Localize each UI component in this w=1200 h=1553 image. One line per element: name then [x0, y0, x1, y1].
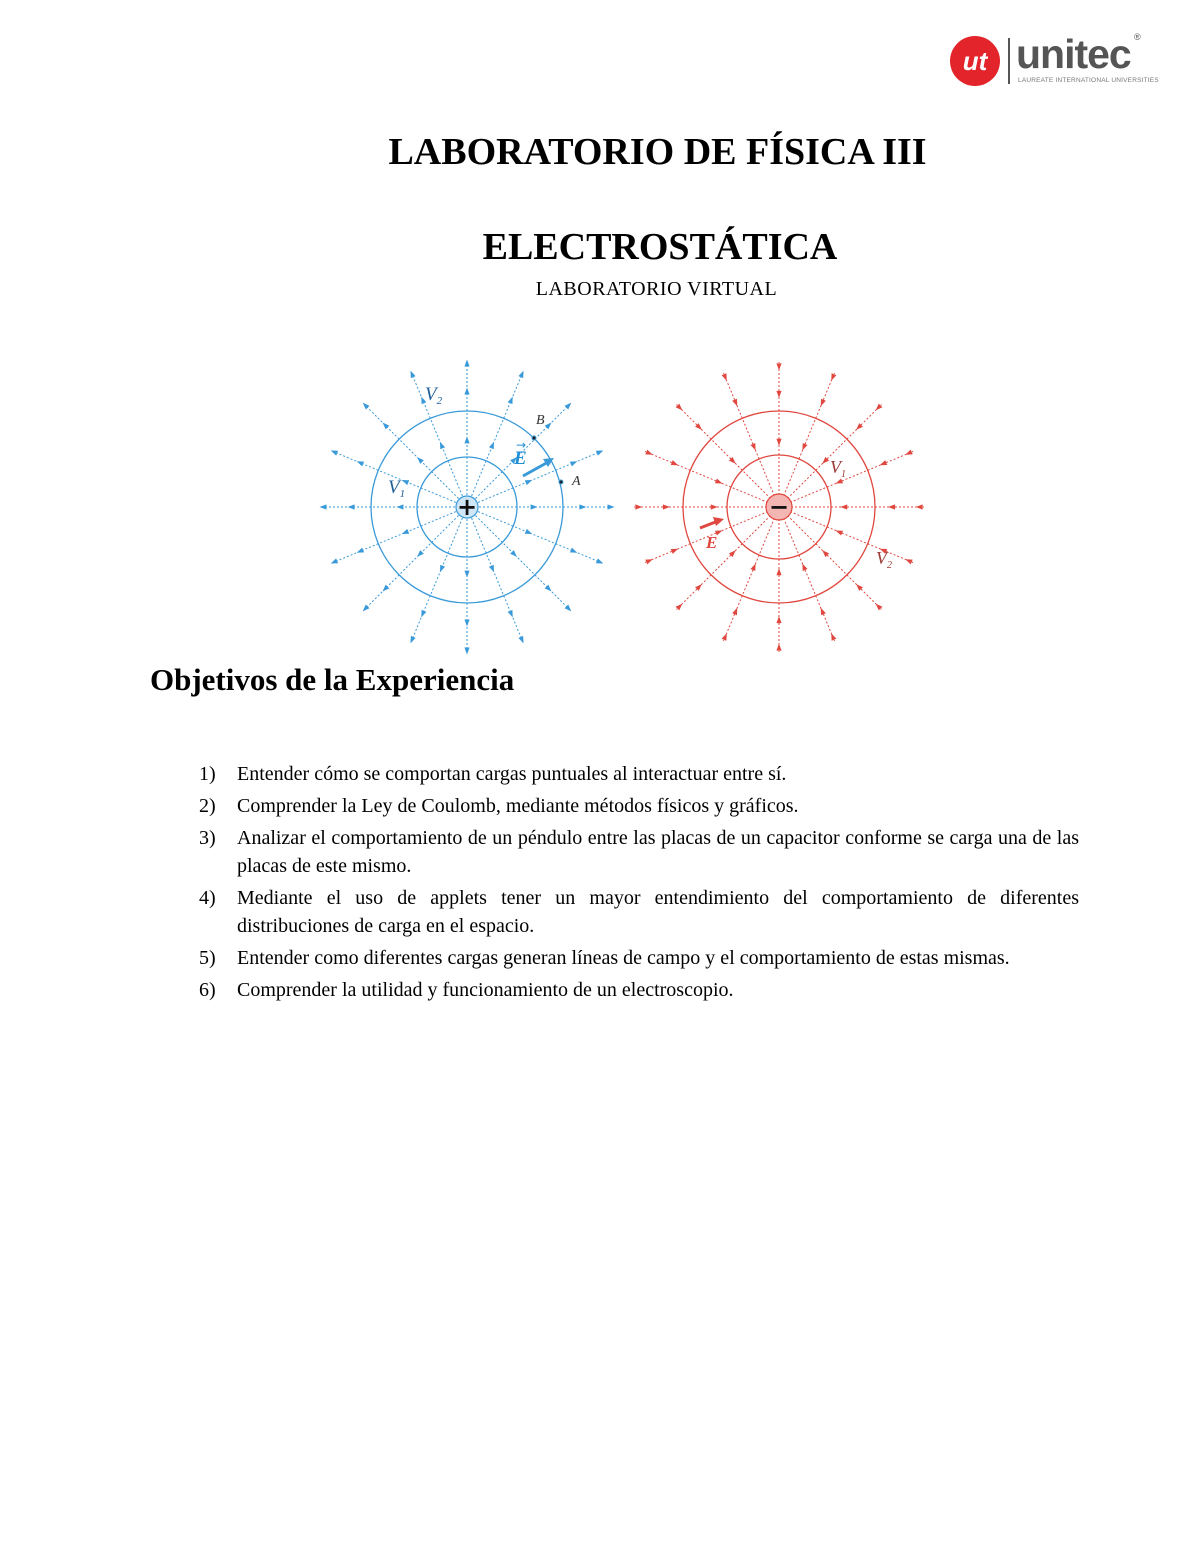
positive-charge-symbol: + — [456, 493, 478, 521]
positive-field-arrow — [464, 648, 469, 655]
logo-tagline: LAUREATE INTERNATIONAL UNIVERSITIES — [1018, 77, 1159, 84]
positive-field-arrow — [525, 480, 532, 485]
negative-field-arrow — [831, 633, 836, 640]
positive-label-b: B — [536, 413, 545, 428]
negative-field-line — [787, 404, 881, 498]
positive-label-e: E — [514, 448, 527, 469]
positive-field-arrow — [464, 571, 469, 578]
objective-item: 4) Mediante el uso de applets tener un mayor entendimiento del comportamiento de diferentes distribuciones de carga en el espacio. — [199, 887, 1079, 937]
positive-field-arrow — [518, 636, 523, 643]
positive-field-arrow — [596, 451, 603, 456]
negative-field-line — [784, 518, 835, 641]
negative-field-arrow — [905, 450, 912, 455]
positive-field-arrow — [411, 371, 416, 378]
negative-field-arrow — [888, 504, 895, 509]
objectives-heading: Objetivos de la Experiencia — [150, 662, 515, 697]
negative-field-arrow — [750, 443, 755, 450]
page-title: LABORATORIO DE FÍSICA III — [388, 131, 927, 173]
negative-field-line — [790, 512, 913, 563]
positive-field-line — [472, 518, 524, 644]
negative-field-arrow — [722, 633, 727, 640]
negative-field-arrow — [776, 363, 781, 370]
positive-label-e-arrow: → — [516, 438, 527, 452]
objective-item: 6) Comprender la utilidad y funcionamiento de un electroscopio. — [199, 979, 734, 1001]
negative-charge-symbol: − — [768, 493, 790, 521]
negative-field-arrow — [711, 504, 718, 509]
negative-label-e: E — [706, 533, 718, 552]
negative-label-v2: $V_2$ — [876, 548, 892, 571]
positive-field-arrow — [545, 585, 552, 592]
negative-charge-diagram — [634, 362, 924, 652]
negative-field-arrow — [732, 399, 737, 406]
logo-wordmark: unitec — [1016, 31, 1131, 77]
negative-field-arrow — [840, 504, 847, 509]
negative-field-line — [724, 518, 775, 641]
page-subsubtitle: LABORATORIO VIRTUAL — [535, 278, 778, 300]
positive-field-arrow — [464, 436, 469, 443]
negative-field-arrow — [880, 460, 887, 465]
negative-field-arrow — [715, 478, 722, 483]
negative-field-arrow — [821, 608, 826, 615]
objectives-list — [199, 760, 1079, 1004]
positive-field-arrow — [417, 457, 424, 464]
positive-charge-diagram — [319, 359, 615, 655]
positive-field-arrow — [417, 550, 424, 557]
negative-field-line — [724, 373, 775, 496]
negative-field-arrow — [802, 443, 807, 450]
positive-field-arrow — [510, 550, 517, 557]
positive-field-line — [478, 450, 604, 502]
objective-item: 1) Entender cómo se comportan cargas puntuales al interactuar entre sí. — [199, 763, 787, 785]
positive-field-arrow — [440, 565, 445, 572]
positive-label-v1: $V_1$ — [388, 477, 406, 500]
positive-field-arrow — [464, 359, 469, 366]
logo-divider — [1008, 38, 1010, 84]
positive-field-arrow — [508, 397, 513, 404]
electric-field-figure — [310, 350, 935, 655]
positive-field-arrow — [608, 504, 615, 509]
negative-field-arrow — [776, 391, 781, 398]
positive-field-arrow — [411, 636, 416, 643]
negative-field-arrow — [916, 504, 923, 509]
positive-field-arrow — [565, 605, 572, 612]
positive-field-arrow — [357, 461, 364, 466]
positive-field-arrow — [518, 371, 523, 378]
positive-field-arrow — [383, 423, 390, 430]
negative-field-arrow — [750, 564, 755, 571]
negative-field-arrow — [776, 644, 781, 651]
positive-field-line — [472, 370, 527, 496]
negative-field-arrow — [821, 399, 826, 406]
positive-field-arrow — [596, 558, 603, 563]
negative-field-arrow — [831, 373, 836, 380]
negative-field-arrow — [671, 460, 678, 465]
negative-field-arrow — [776, 616, 781, 623]
positive-field-line — [410, 518, 462, 644]
objective-item: 2) Comprender la Ley de Coulomb, mediante métodos físicos y gráficos. — [199, 795, 799, 817]
positive-field-arrow — [357, 548, 364, 553]
negative-field-line — [676, 404, 770, 498]
positive-field-arrow — [331, 558, 338, 563]
positive-field-arrow — [531, 504, 538, 509]
positive-field-arrow — [319, 504, 326, 509]
negative-field-line — [645, 452, 768, 503]
positive-field-arrow — [525, 529, 532, 534]
negative-field-line — [787, 515, 881, 609]
positive-field-arrow — [565, 403, 572, 410]
negative-field-line — [676, 515, 770, 609]
positive-field-line — [478, 512, 604, 564]
page-subtitle: ELECTROSTÁTICA — [482, 226, 838, 268]
negative-field-arrow — [635, 504, 642, 509]
unitec-logo — [950, 30, 1159, 90]
negative-label-v1: $V_1$ — [830, 457, 846, 480]
negative-field-arrow — [776, 439, 781, 446]
negative-field-arrow — [732, 608, 737, 615]
positive-point-a — [559, 480, 563, 484]
positive-point-b — [532, 436, 536, 440]
positive-field-arrow — [570, 461, 577, 466]
positive-field-line — [330, 512, 456, 564]
negative-field-line — [790, 452, 913, 503]
negative-field-arrow — [645, 559, 652, 564]
negative-field-arrow — [663, 504, 670, 509]
positive-field-arrow — [489, 565, 494, 572]
positive-field-arrow — [331, 451, 338, 456]
positive-field-arrow — [570, 548, 577, 553]
negative-field-arrow — [671, 549, 678, 554]
positive-field-arrow — [402, 480, 409, 485]
positive-field-arrow — [396, 504, 403, 509]
positive-field-arrow — [363, 403, 370, 410]
negative-field-arrow — [722, 373, 727, 380]
positive-label-a: A — [572, 474, 581, 489]
logo-registered: ® — [1134, 32, 1141, 42]
negative-field-line — [784, 373, 835, 496]
positive-field-arrow — [440, 442, 445, 449]
positive-field-arrow — [383, 585, 390, 592]
negative-field-arrow — [645, 450, 652, 455]
positive-field-arrow — [402, 529, 409, 534]
negative-field-arrowhead — [713, 517, 724, 526]
positive-field-arrow — [579, 504, 586, 509]
positive-field-arrow — [489, 442, 494, 449]
positive-field-arrow — [348, 504, 355, 509]
positive-label-v2: $V_2$ — [425, 384, 443, 407]
positive-field-arrow — [421, 610, 426, 617]
negative-field-arrow — [836, 530, 843, 535]
negative-field-arrow — [802, 564, 807, 571]
positive-field-arrow — [545, 423, 552, 430]
logo-mark: ut — [962, 46, 988, 76]
positive-field-arrow — [508, 610, 513, 617]
positive-field-arrow — [464, 388, 469, 395]
positive-field-arrow — [464, 619, 469, 626]
positive-field-arrow — [363, 605, 370, 612]
objective-item: 5) Entender como diferentes cargas generan líneas de campo y el comportamiento de estas mismas. — [199, 947, 1010, 969]
negative-field-arrow — [905, 559, 912, 564]
objective-item: 3) Analizar el comportamiento de un péndulo entre las placas de un capacitor conforme se carga una de las placas de este mismo. — [199, 827, 1079, 877]
negative-field-arrow — [776, 568, 781, 575]
